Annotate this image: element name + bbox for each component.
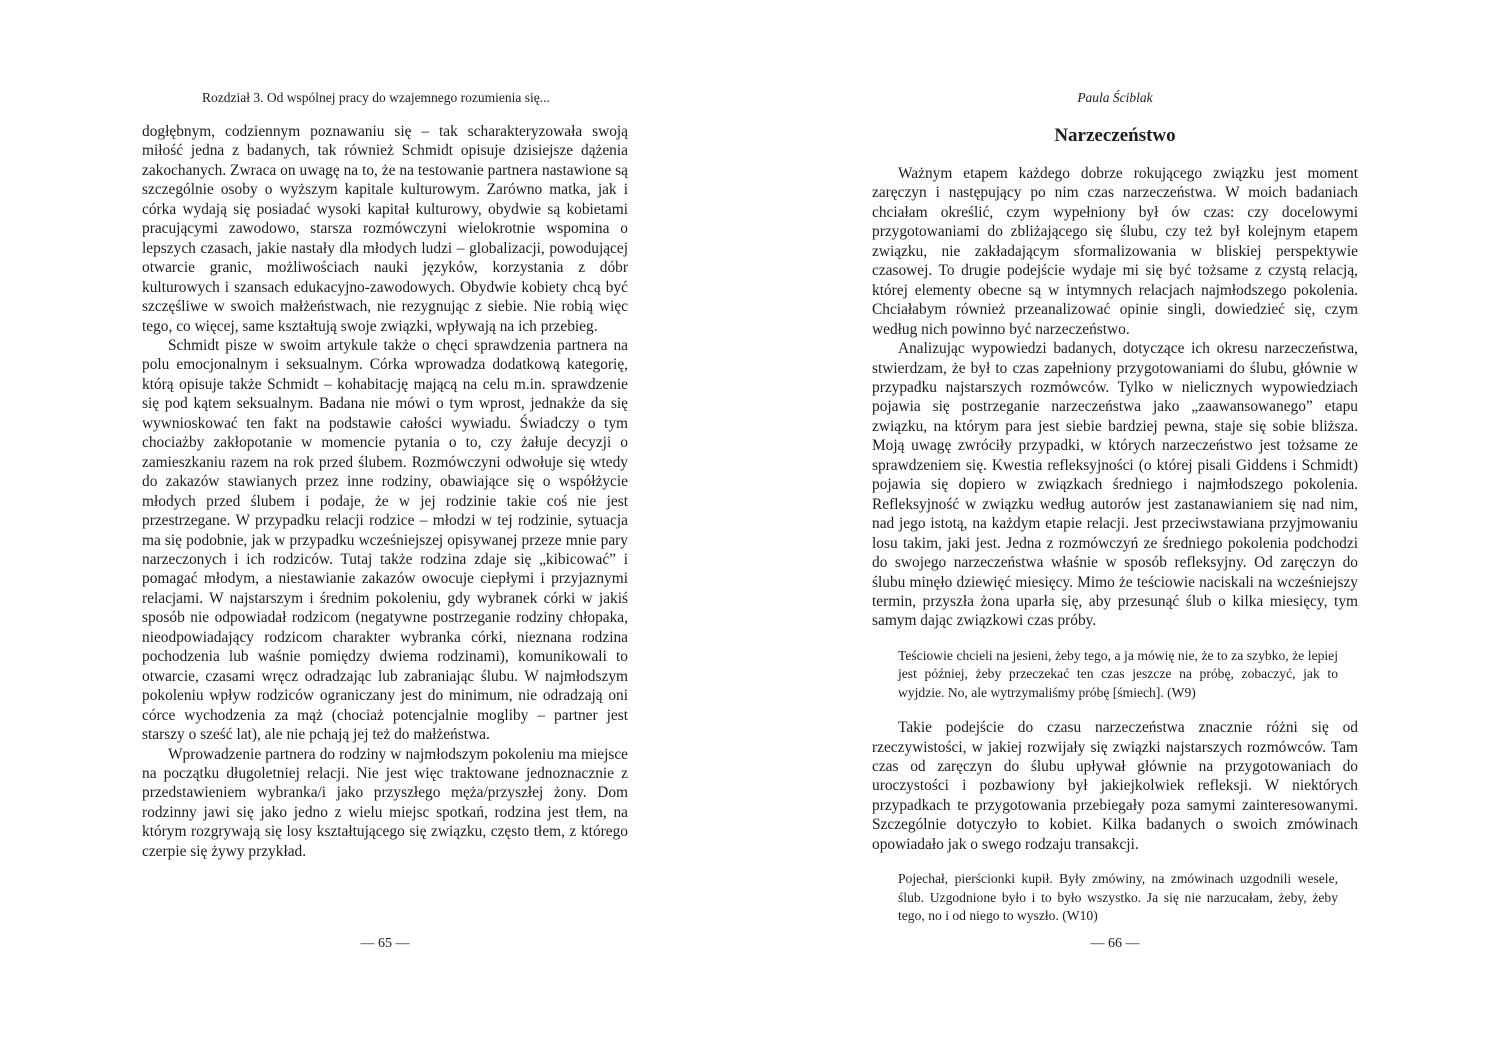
- left-page: [142, 0, 628, 1045]
- paragraph: Schmidt pisze w swoim artykule także o chęci sprawdzenia partnera na polu emocjonalnym i seksualnym. Córka wprowadza dodatkową kategorię, którą opisuje także Schmidt – kohabitację mającą na celu m.in. sprawdzenie się pod kątem seksualnym. Badana nie mówi o tym wprost, jednakże da się wywnioskować ten fakt na podstawie całości wywiadu. Świadczy o tym chociażby zakłopotanie w momencie pytania o to, czy żałuje decyzji o zamieszkaniu razem na rok przed ślubem. Rozmówczyni odwołuje się wtedy do zakazów stawianych przez inne rodziny, obawiające się o współżycie młodych przed ślubem i podaje, że w jej rodzinie takie coś nie jest przestrzegane. W przypadku relacji rodzice – młodzi w tej rodzinie, sytuacja ma się podobnie, jak w przypadku wcześniejszej opisywanej przeze mnie pary narzeczonych i ich rodziców. Tutaj także rodzina zdaje się „kibicować” i pomagać młodym, a niestawianie zakazów owocuje ciepłymi i przyjaznymi relacjami. W najstarszym i średnim pokoleniu, gdy wybranek córki w jakiś sposób nie odpowiadał rodzicom (negatywne postrzeganie rodziny chłopaka, nieodpowiadający rodzicom charakter wybranka córki, nieznana rodzina pochodzenia lub waśnie pomiędzy dwiema rodzinami), komunikowali to otwarcie, czasami wręcz odradzając lub zabraniając ślubu. W najmłodszym pokoleniu wpływ rodziców ograniczany jest do minimum, nie odradzają oni córce wychodzenia za mąż (chociaż potencjalnie mogliby – partner jest starszy o sześć lat), ale nie pchają jej też do małżeństwa.: [142, 336, 628, 744]
- running-head-chapter: Rozdział 3. Od wspólnej pracy do wzajemnego rozumienia się...: [202, 90, 550, 105]
- paragraph: Ważnym etapem każdego dobrze rokującego związku jest moment zaręczyn i następujący po nim czas narzeczeństwa. W moich badaniach chciałam określić, czym wypełniony był ów czas: czy docelowymi przygotowaniami do zbliżającego się ślubu, czy też był kolejnym etapem związku, nie zakładającym sformalizowania w bliskiej perspektywie czasowej. To drugie podejście wydaje mi się być tożsame z czystą relacją, której elementy obecne są w intymnych relacjach najmłodszego pokolenia. Chciałabym również przeanalizować opinie singli, dowiedzieć się, czym według nich powinno być narzeczeństwo.: [872, 165, 1358, 338]
- paragraph: dogłębnym, codziennym poznawaniu się – tak scharakteryzowała swoją miłość jedna z badanych, tak również Schmidt opisuje dzisiejsze dążenia zakochanych. Zwraca on uwagę na to, że na testowanie partnera nastawione są szczególnie osoby o wyższym kapitale kulturowym. Zarówno matka, jak i córka wydają się posiadać wysoki kapitał kulturowy, obydwie są kobietami pracującymi zawodowo, starsza rozmówczyni wielokrotnie wspomina o lepszych czasach, jakie nastały dla młodych ludzi – globalizacji, powodującej otwarcie granic, możliwościach nauki języków, korzystania z dóbr kulturowych i szansach edukacyjno-zawodowych. Obydwie kobiety chcą być szczęśliwe w swoich małżeństwach, nie rezygnując z siebie. Nie robią więc tego, co więcej, same kształtują swoje związki, wpływają na ich przebieg.: [142, 123, 628, 335]
- right-body-text: [872, 164, 1358, 941]
- left-body-text: [142, 122, 628, 861]
- paragraph: Analizując wypowiedzi badanych, dotyczące ich okresu narzeczeństwa, stwierdzam, że był to czas zapełniony przygotowaniami do ślubu, głównie w przypadku najstarszych rozmówców. Tylko w nielicznych wypowiedziach pojawia się postrzeganie narzeczeństwa jako „zaawansowanego” etapu związku, na którym para jest siebie bardziej pewna, staje się sobie bliższa. Moją uwagę zwróciły przypadki, w których narzeczeństwo jest tożsame ze sprawdzeniem się. Kwestia refleksyjności (o której pisali Giddens i Schmidt) pojawia się dopiero w związkach średniego i najmłodszego pokolenia. Refleksyjność w związku według autorów jest zastanawianiem się nad nim, nad jego istotą, na każdym etapie relacji. Jest przeciwstawiana przyjmowaniu losu takim, jaki jest. Jedna z rozmówczyń ze średniego pokolenia podchodzi do swojego narzeczeństwa właśnie w sposób refleksyjny. Od zaręczyn do ślubu minęło dziewięć miesięcy. Mimo że teściowie naciskali na wcześniejszy termin, przyszła żona uparła się, aby przesunąć ślub o kilka miesięcy, tym samym dając związkowi czas próby.: [872, 340, 1358, 630]
- right-page: [872, 0, 1358, 1045]
- section-title: Narzeczeństwo: [1054, 125, 1176, 146]
- block-quote: Pojechał, pierścionki kupił. Były zmówiny, na zmówinach uzgodnili wesele, ślub. Uzgodnione było i to było wszystko. Ja się nie narzucałam, żeby, żeby tego, no i od niego to wyszło. (W10): [898, 871, 1338, 924]
- paragraph: Wprowadzenie partnera do rodziny w najmłodszym pokoleniu ma miejsce na początku długoletniej relacji. Nie jest więc traktowane jednoznacznie z przedstawieniem wybranka/i jako przyszłego męża/przyszłej żony. Dom rodzinny jawi się jako jedno z wielu miejsc spotkań, rodzina jest tłem, na którym rozgrywają się losy kształtującego się związku, często tłem, z którego czerpie się żywy przykład.: [142, 745, 628, 860]
- page-number-left: — 65 —: [360, 936, 410, 951]
- paragraph: Takie podejście do czasu narzeczeństwa znacznie różni się od rzeczywistości, w jakiej rozwijały się związki najstarszych rozmówców. Tam czas od zaręczyn do ślubu upływał głównie na przygotowaniach do uroczystości i pozbawiony był jakiejkolwiek refleksji. W niektórych przypadkach te przygotowania przebiegały poza samymi zainteresowanymi. Szczególnie dotyczyło to kobiet. Kilka badanych o swoich zmówinach opowiadało jak o swego rodzaju transakcji.: [872, 719, 1358, 853]
- running-head-author: Paula Ściblak: [1077, 90, 1153, 105]
- page-number-right: — 66 —: [1090, 936, 1140, 951]
- block-quote: Teściowie chcieli na jesieni, żeby tego, a ja mówię nie, że to za szybko, że lepiej jest później, żeby przeczekać ten czas jeszcze na próbę, zobaczyć, jak to wyjdzie. No, ale wytrzymaliśmy próbę [śmiech]. (W9): [898, 647, 1338, 700]
